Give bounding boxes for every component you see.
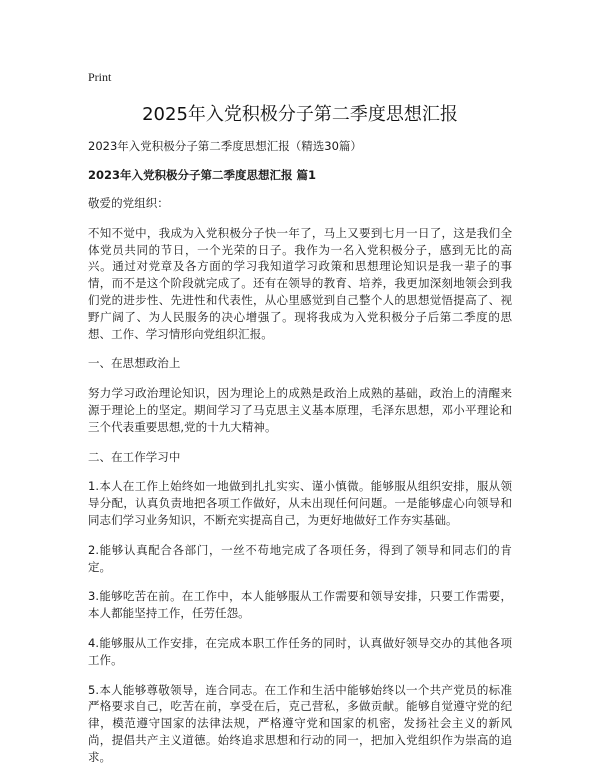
paragraph-political: 努力学习政治理论知识，因为理论上的成熟是政治上成熟的基础，政治上的清醒来源于理论上的坚定。期间学习了马克思主义基本原理，毛泽东思想，邓小平理论和三个代表重要思想,党的十九大精神。 — [88, 386, 512, 434]
paragraph-work-2: 2.能够认真配合各部门，一丝不苟地完成了各项任务，得到了领导和同志们的肯定。 — [88, 542, 512, 574]
heading-work: 二、在工作学习中 — [88, 449, 181, 464]
paragraph-work-3: 3.能够吃苦在前。在工作中，本人能够服从工作需要和领导安排，只要工作需要，本人都能坚持工作，任劳任怨。 — [88, 589, 512, 621]
print-label: Print — [88, 70, 112, 84]
greeting: 敬爱的党组织： — [88, 196, 169, 210]
paragraph-intro: 不知不觉中，我成为入党积极分子快一年了，马上又要到七月一日了，这是我们全体党员共同的节日，一个光荣的日子。我作为一名入党积极分子，感到无比的高兴。通过对党章及各方面的学习我知道学习政策和思想理论知识是我一辈子的事情，而不是这个阶段就完成了。还有在领导的教育、培养，我更加深刻地领会到我们党的进步性、先进性和代表性，从心里感觉到自己整个人的思想觉悟提高了、视野广阔了、为人民服务的决心增强了。现将我成为入党积极分子后第二季度的思想、工作、学习情形向党组织汇报。 — [88, 225, 512, 341]
heading-political: 一、在思想政治上 — [88, 356, 181, 371]
paragraph-work-5: 5.本人能够尊敬领导，连合同志。在工作和生活中能够始终以一个共产党员的标准严格要求自己，吃苦在前，享受在后，克己营私，多做贡献。能够自觉遵守党的纪律，模范遵守国家的法律法规，严格遵守党和国家的机密，发扬社会主义的新风尚，提倡共产主义道德。始终追求思想和行动的同一，把加入党组织作为崇高的追求。 — [88, 682, 512, 764]
paragraph-work-1: 1.本人在工作上始终如一地做到扎扎实实、谨小慎微。能够服从组织安排，服从领导分配，认真负责地把各项工作做好，从未出现任何问题。一是能够虚心向领导和同志们学习业务知识，不断充实提高自己，为更好地做好工作夯实基础。 — [88, 479, 512, 527]
paragraph-work-4: 4.能够服从工作安排，在完成本职工作任务的同时，认真做好领导交办的其他各项工作。 — [88, 635, 512, 667]
section-title: 2023年入党积极分子第二季度思想汇报 篇1 — [88, 168, 317, 182]
document-subtitle: 2023年入党积极分子第二季度思想汇报（精选30篇） — [88, 139, 362, 153]
document-title: 2025年入党积极分子第二季度思想汇报 — [142, 104, 458, 125]
